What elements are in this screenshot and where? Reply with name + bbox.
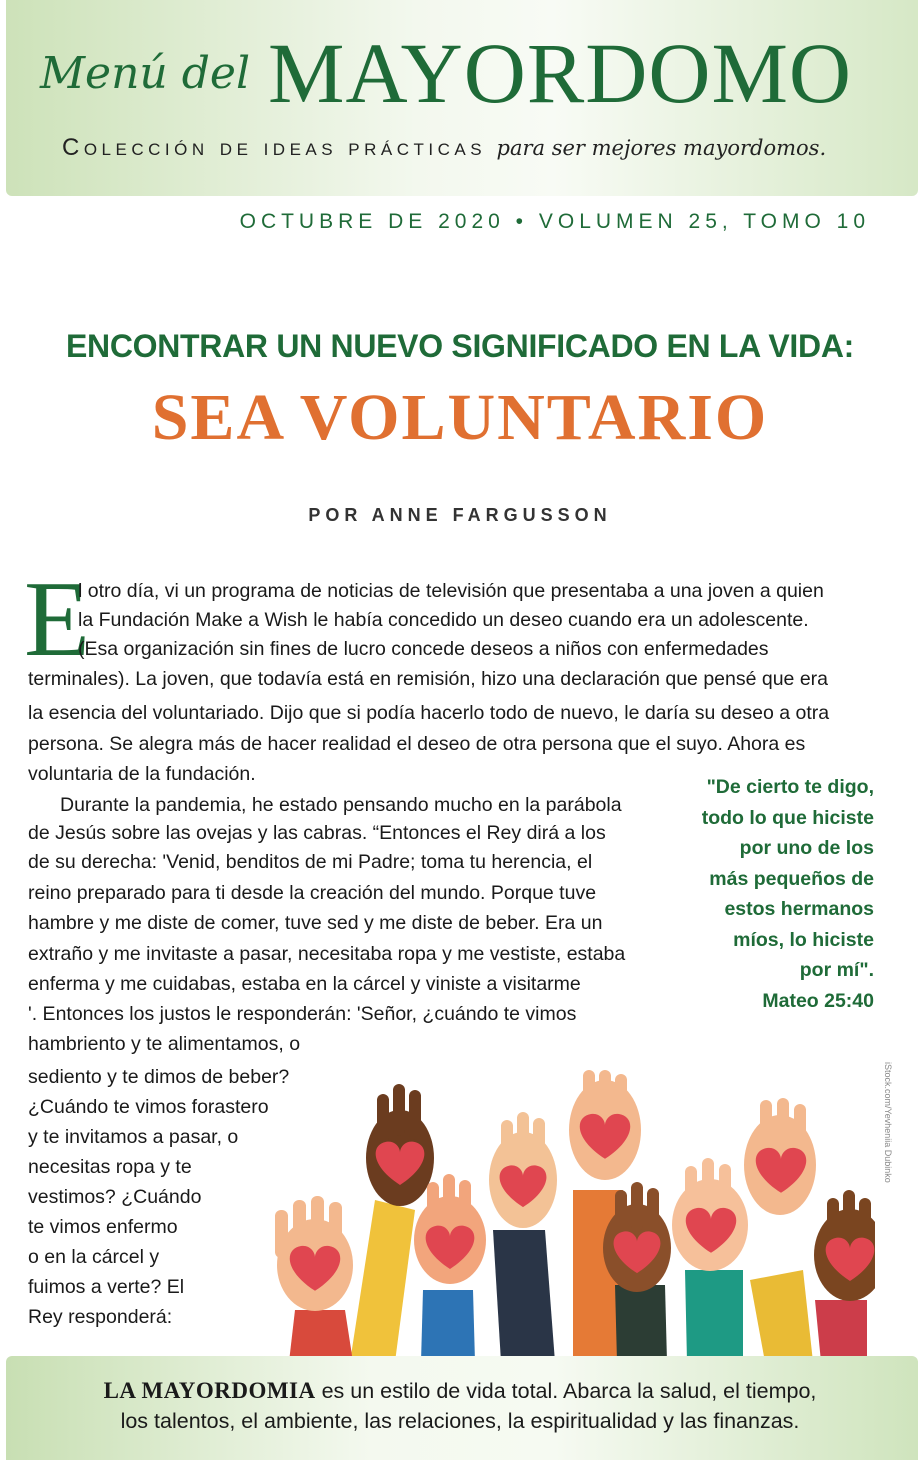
drop-cap: E [24, 560, 90, 679]
pull-quote-line: "De cierto te digo, [706, 776, 874, 798]
pull-quote-line: míos, lo hiciste [733, 928, 874, 951]
masthead-title: MAYORDOMO [268, 25, 853, 121]
body-line: la Fundación Make a Wish le había concedido un deseo cuando era un adolescente. [78, 609, 809, 631]
tagline-italic: para ser mejores mayordomos. [496, 136, 827, 160]
masthead [38, 25, 888, 121]
body-line: voluntaria de la fundación. [28, 763, 256, 785]
body-line: de Jesús sobre las ovejas y las cabras. “Entonces el Rey dirá a los [28, 822, 606, 844]
body-line: Durante la pandemia, he estado pensando mucho en la parábola [60, 794, 622, 816]
body-line: y te invitamos a pasar, o [28, 1126, 239, 1148]
body-line: Rey responderá: [28, 1306, 173, 1328]
tagline-caps: Colección de ideas prácticas [62, 134, 487, 161]
body-line: reino preparado para ti desde la creación del mundo. Porque tuve [28, 882, 597, 904]
pull-quote-line: todo lo que hiciste [701, 806, 874, 829]
pull-quote [702, 772, 874, 1016]
masthead-script: Menú del [40, 48, 251, 99]
body-line: necesitas ropa y te [28, 1156, 192, 1178]
body-line: '. Entonces los justos le responderán: 'Señor, ¿cuándo te vimos [28, 1003, 577, 1025]
article-title: SEA VOLUNTARIO [151, 381, 769, 454]
body-line: persona. Se alegra más de hacer realidad el deseo de otra persona que el suyo. Ahora es [28, 733, 806, 755]
body-line: o en la cárcel y [28, 1246, 160, 1268]
body-line: ¿Cuándo te vimos forastero [28, 1096, 269, 1118]
body-line: extraño y me invitaste a pasar, necesitaba ropa y me vestiste, estaba [28, 943, 626, 965]
body-line: la esencia del voluntariado. Dijo que si podía hacerlo todo de nuevo, le daría su deseo a otra [28, 702, 830, 724]
footer-line-1 [0, 1376, 920, 1406]
arm-sleeves [289, 1190, 867, 1362]
pull-quote-line: más pequeños de [709, 867, 874, 890]
article-byline: POR ANNE FARGUSSON [308, 505, 612, 525]
footer-line-2: los talentos, el ambiente, las relaciones, la espiritualidad y las finanzas. [120, 1409, 800, 1433]
pull-quote-citation: Mateo 25:40 [762, 989, 874, 1012]
body-line: te vimos enfermo [28, 1216, 178, 1238]
footer-statement [0, 1376, 920, 1436]
body-line: hambriento y te alimentamos, o [28, 1033, 301, 1055]
body-line: enferma y me cuidabas, estaba en la cárcel y viniste a visitarme [28, 973, 581, 995]
body-line: de su derecha: 'Venid, benditos de mi Padre; toma tu herencia, el [28, 851, 593, 873]
tagline [62, 134, 826, 162]
body-line: vestimos? ¿Cuándo [28, 1186, 202, 1208]
photo-credit: iStock.com/Yevheniia Dubinko [883, 1062, 893, 1183]
footer-line-1-rest: es un estilo de vida total. Abarca la salud, el tiempo, [315, 1379, 817, 1403]
body-line: hambre y me diste de comer, tuve sed y me diste de beber. Era un [28, 912, 603, 934]
pull-quote-line: estos hermanos [724, 898, 874, 920]
raised-hands-illustration [255, 1070, 875, 1362]
body-line: terminales). La joven, que todavía está en remisión, hizo una declaración que pensé que era [28, 668, 829, 690]
pull-quote-line: por mí". [799, 959, 874, 981]
pull-quote-line: por uno de los [739, 837, 874, 859]
body-line: fuimos a verte? El [28, 1276, 185, 1298]
body-line: sediento y te dimos de beber? [28, 1066, 290, 1088]
issue-line: OCTUBRE DE 2020 • VOLUMEN 25, TOMO 10 [239, 210, 870, 233]
body-line: (Esa organización sin fines de lucro concede deseos a niños con enfermedades [78, 638, 769, 660]
body-line: l otro día, vi un programa de noticias de televisión que presentaba a una joven a quien [78, 580, 824, 602]
article-kicker: ENCONTRAR UN NUEVO SIGNIFICADO EN LA VIDA: [65, 328, 854, 364]
footer-lead: LA MAYORDOMIA [103, 1378, 316, 1403]
